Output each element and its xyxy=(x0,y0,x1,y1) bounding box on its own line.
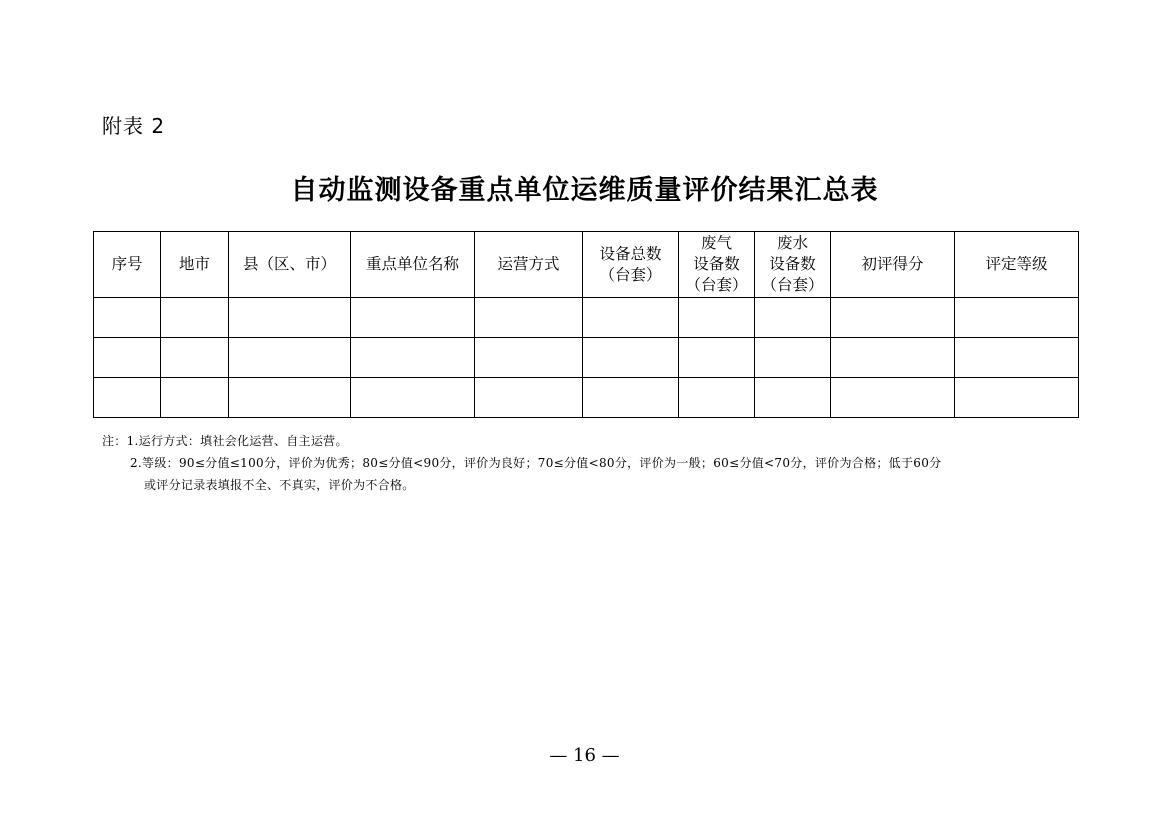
table-cell xyxy=(831,378,955,418)
table-cell xyxy=(351,378,475,418)
table-cell xyxy=(94,298,161,338)
table-cell xyxy=(229,338,351,378)
table-cell xyxy=(351,338,475,378)
table-notes xyxy=(102,430,941,496)
table-cell xyxy=(679,338,755,378)
attachment-label: 附表 2 xyxy=(102,114,166,138)
table-cell xyxy=(94,378,161,418)
header-cell: 序号 xyxy=(94,232,161,298)
header-cell: 运营方式 xyxy=(475,232,583,298)
table-cell xyxy=(831,338,955,378)
table-cell xyxy=(475,298,583,338)
table-cell xyxy=(955,378,1079,418)
header-cell: 废水 设备数 （台套） xyxy=(755,232,831,298)
table-cell xyxy=(583,298,679,338)
table-cell xyxy=(583,378,679,418)
table-cell xyxy=(475,338,583,378)
table-cell xyxy=(229,378,351,418)
page-number: — 16 — xyxy=(549,745,620,766)
table-header-row xyxy=(94,232,1079,298)
table-cell xyxy=(955,298,1079,338)
table-cell xyxy=(831,298,955,338)
note-line: 2.等级：90≤分值≤100分，评价为优秀；80≤分值<90分，评价为良好；70≤分值<80分，评价为一般；60≤分值<70分，评价为合格；低于60分 xyxy=(130,456,942,470)
table-cell xyxy=(475,378,583,418)
header-cell: 废气 设备数 （台套） xyxy=(679,232,755,298)
header-cell: 重点单位名称 xyxy=(351,232,475,298)
table-cell xyxy=(161,378,229,418)
table-cell xyxy=(755,298,831,338)
table-cell xyxy=(755,338,831,378)
header-cell: 地市 xyxy=(161,232,229,298)
table-cell xyxy=(583,338,679,378)
note-line: 注：1.运行方式：填社会化运营、自主运营。 xyxy=(102,434,348,448)
header-cell: 县（区、市） xyxy=(229,232,351,298)
table-cell xyxy=(679,378,755,418)
table-cell xyxy=(229,298,351,338)
document-title: 自动监测设备重点单位运维质量评价结果汇总表 xyxy=(290,175,879,206)
table-cell xyxy=(679,298,755,338)
table-cell xyxy=(755,378,831,418)
table-cell xyxy=(161,338,229,378)
header-cell: 设备总数 （台套） xyxy=(583,232,679,298)
note-line: 或评分记录表填报不全、不真实，评价为不合格。 xyxy=(144,478,415,492)
table-row xyxy=(94,298,1079,338)
table-row xyxy=(94,378,1079,418)
header-cell: 初评得分 xyxy=(831,232,955,298)
header-cell: 评定等级 xyxy=(955,232,1079,298)
summary-table xyxy=(93,231,1079,418)
table-cell xyxy=(94,338,161,378)
table-cell xyxy=(161,298,229,338)
table-row xyxy=(94,338,1079,378)
table-cell xyxy=(351,298,475,338)
table-cell xyxy=(955,338,1079,378)
